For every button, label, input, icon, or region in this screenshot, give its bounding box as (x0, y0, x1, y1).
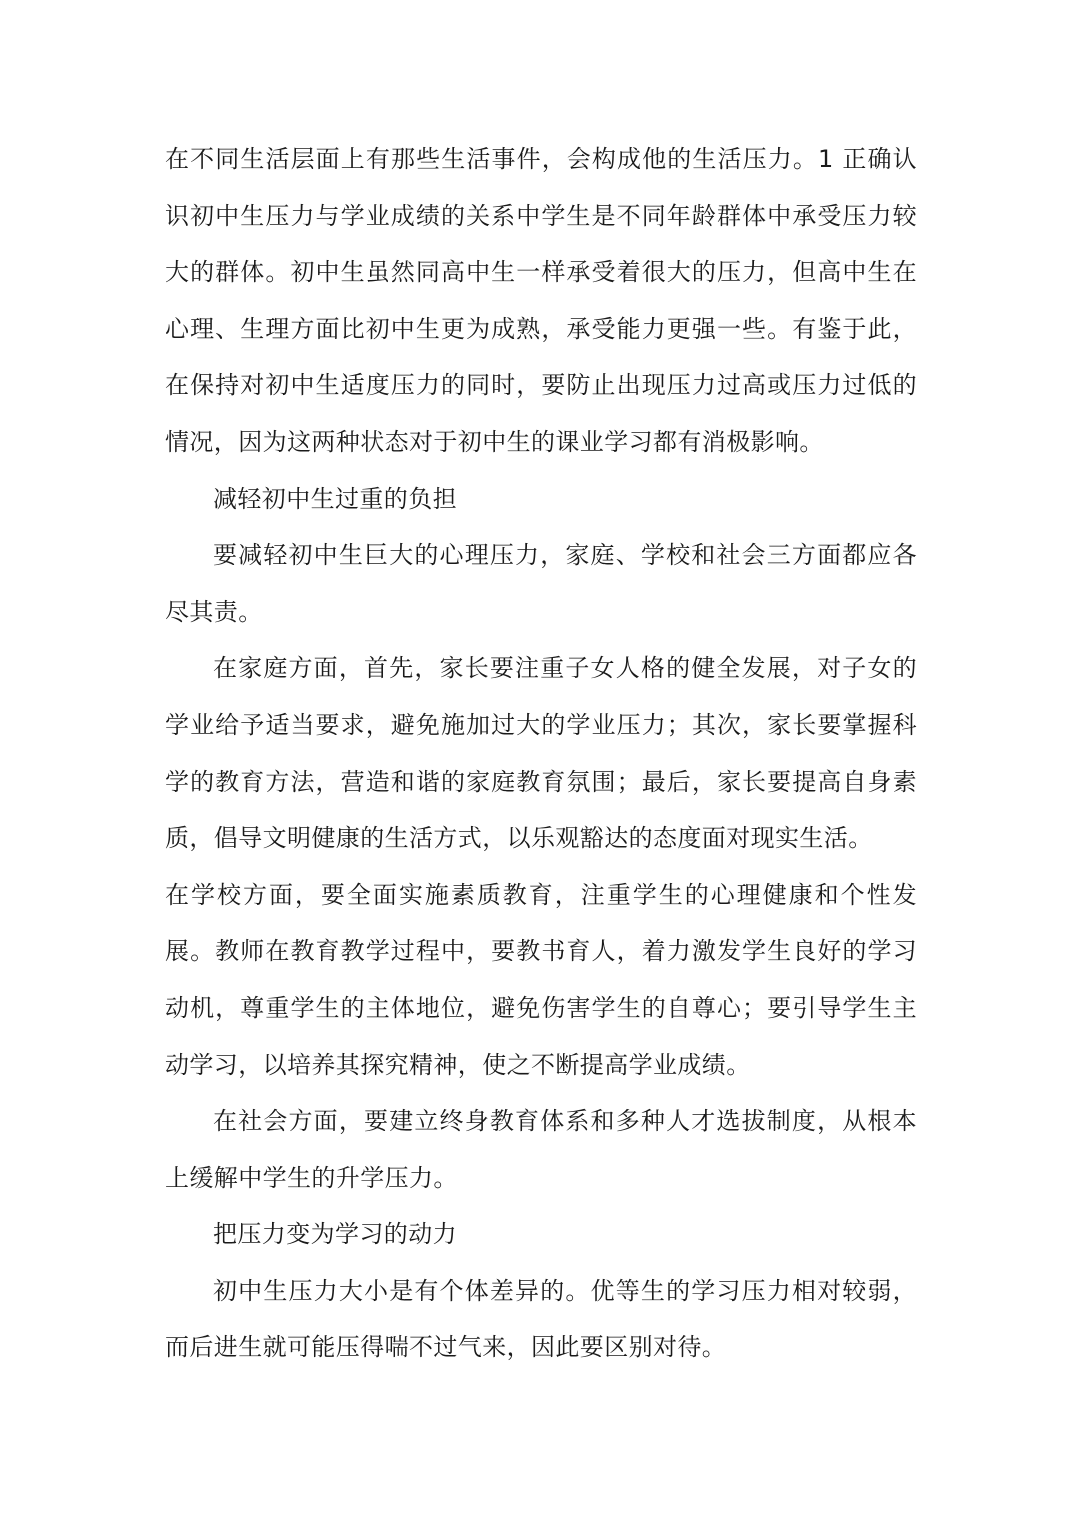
document-body (165, 131, 917, 1376)
paragraph-individual-differences: 初中生压力大小是有个体差异的。优等生的学习压力相对较弱，而后进生就可能压得喘不过气来，因此要区别对待。 (165, 1276, 917, 1362)
paragraph-family-school: 在家庭方面，首先，家长要注重子女人格的健全发展，对子女的学业给予适当要求，避免施加过大的学业压力；其次，家长要掌握科学的教育方法，营造和谐的家庭教育氛围；最后，家长要提高自身素质，倡导文明健康的生活方式，以乐观豁达的态度面对现实生活。 (165, 654, 917, 853)
paragraph-school: 在学校方面，要全面实施素质教育，注重学生的心理健康和个性发展。教师在教育教学过程中，要教书育人，着力激发学生良好的学习动机，尊重学生的主体地位，避免伤害学生的自尊心；要引导学生主动学习，以培养其探究精神，使之不断提高学业成绩。 (165, 880, 917, 1079)
paragraph-stress-relationship: 在不同生活层面上有那些生活事件，会构成他的生活压力。1 正确认识初中生压力与学业成绩的关系中学生是不同年龄群体中承受压力较大的群体。初中生虽然同高中生一样承受着很大的压力，但高中生在心理、生理方面比初中生更为成熟，承受能力更强一些。有鉴于此，在保持对初中生适度压力的同时，要防止出现压力过高或压力过低的情况，因为这两种状态对于初中生的课业学习都有消极影响。 (165, 145, 917, 456)
paragraph-society: 在社会方面，要建立终身教育体系和多种人才选拔制度，从根本上缓解中学生的升学压力。 (165, 1107, 917, 1192)
heading-reduce-burden: 减轻初中生过重的负担 (213, 484, 457, 513)
paragraph-three-parties: 要减轻初中生巨大的心理压力，家庭、学校和社会三方面都应各尽其责。 (165, 541, 917, 626)
heading-pressure-to-motivation: 把压力变为学习的动力 (213, 1220, 457, 1249)
